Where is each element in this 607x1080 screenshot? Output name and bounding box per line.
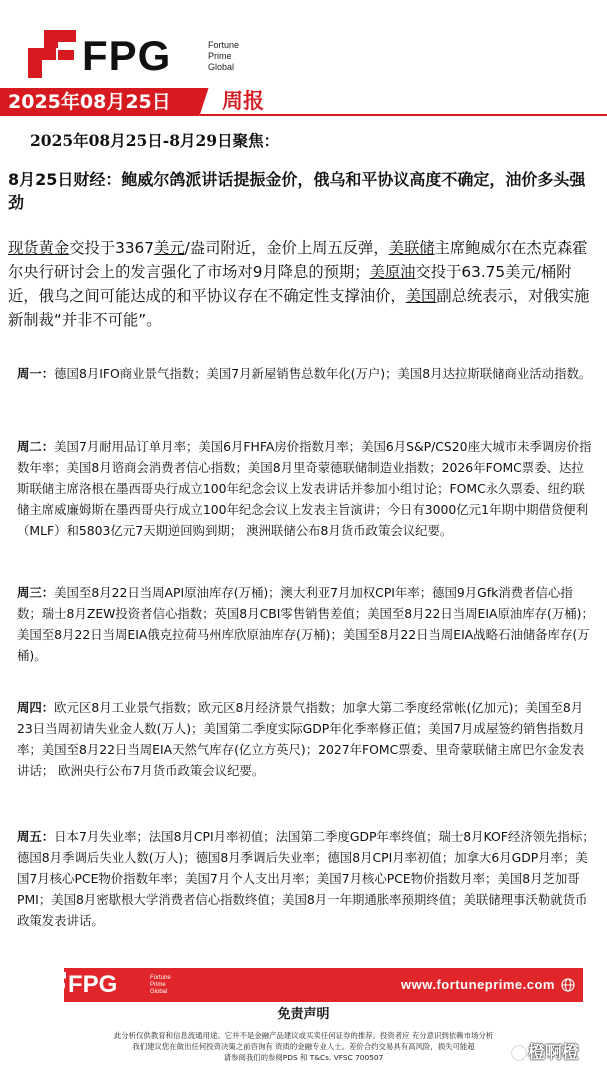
keyword-link[interactable]: 现货黄金	[8, 239, 70, 257]
website-link[interactable]: www.fortuneprime.com	[401, 977, 555, 992]
logo-subtitle: Fortune Prime Global	[208, 40, 240, 72]
paragraph-text: 副总统表示，对俄实施新制裁“并非不可能”。	[8, 287, 590, 329]
keyword-link[interactable]: 美国	[405, 287, 437, 305]
paragraph-text: /盎司附近，金价上周五反弹，	[184, 239, 389, 257]
watermark-icon	[512, 1046, 526, 1060]
report-type: 周报	[222, 89, 264, 113]
fpg-logo	[28, 30, 328, 80]
focus-title: 2025年08月25日-8月29日聚焦：	[30, 131, 280, 150]
day-tuesday: 周二：美国7月耐用品订单月率；美国6月FHFA房价指数月率；美国6月S&P/CS20座大城市未季调房价指数年率；美国8月谘商会消费者信心指数；美国8月里奇蒙德联储制造业指数；2026年FOMC票委、达拉斯联储主席洛根在墨西哥央行成立100年纪念会议上发表讲话并参加小组讨论；FOMC永久票委、纽约联储主席威廉姆斯在墨西哥央行成立100年纪念会议上发表主旨演讲；今日有3000亿元1年期中期借贷便利（MLF）和5803亿元7天期逆回购到期； 澳洲联储公布8月货币政策会议纪要。	[17, 439, 592, 538]
date-ribbon	[0, 88, 607, 116]
paragraph-text: 主席鲍威尔在杰克森霍尔央行研讨会上的发言强化了市场对9月降息的预期；	[8, 239, 588, 281]
keyword-link[interactable]: 美原油	[369, 263, 416, 281]
day-monday: 周一：德国8月IFO商业景气指数；美国7月新屋销售总数年化(万户)；美国8月达拉斯联储商业活动指数。	[17, 366, 592, 381]
disclaimer-line: 此分析仅供教育和信息流通用途。它并不是金融产品建议或买卖任何证券的推荐。投资者应 充分意识到依赖市场分析	[113, 1031, 494, 1040]
report-date: 2025年08月25日	[8, 91, 171, 113]
day-friday: 周五：日本7月失业率；法国8月CPI月率初值；法国第二季度GDP年率终值；瑞士8月KOF经济领先指标；德国8月季调后失业人数(万人)；德国8月季调后失业率；德国8月CPI月率初值；加拿大6月GDP月率；美国7月核心PCE物价指数年率；美国7月个人支出月率；美国7月核心PCE物价指数月率；美国8月芝加哥PMI；美国8月密歇根大学消费者信心指数终值；美国8月一年期通胀率预期终值；美联储理事沃勒就货币政策发表讲话。	[17, 829, 595, 928]
keyword-link[interactable]: 美联储	[388, 239, 435, 257]
disclaimer-line: 请参阅我们的参阅PDS 和 T&Cs. VFSC 700507	[223, 1053, 384, 1062]
fpg-logo-mark-icon	[28, 30, 76, 78]
keyword-link[interactable]: 美元	[154, 239, 185, 257]
footer-logo-mark-icon	[40, 972, 66, 998]
disclaimer-line: 我们建议您在做出任何投资决策之前咨询有 资质的金融专业人士。差价合约交易具有高风险，损失可能超	[132, 1042, 475, 1051]
paragraph-text: 交投于3367	[69, 239, 155, 257]
disclaimer-title: 免责声明	[277, 1007, 330, 1022]
day-wednesday: 周三：美国至8月22日当周API原油库存(万桶)；澳大利亚7月加权CPI年率；德国9月Gfk消费者信心指数；瑞士8月ZEW投资者信心指数；英国8月CBI零售销售差值；美国至8月22日当周EIA原油库存(万桶)；美国至8月22日当周EIA俄克拉荷马州库欣原油库存(万桶)；美国至8月22日当周EIA战略石油储备库存(万桶)。	[17, 585, 594, 663]
summary-paragraph	[8, 236, 602, 332]
logo-text: FPG	[82, 32, 172, 79]
globe-icon	[561, 978, 575, 992]
footer-banner	[24, 968, 583, 1002]
footer-logo-text: FPG	[68, 971, 118, 998]
day-thursday: 周四：欧元区8月工业景气指数；欧元区8月经济景气指数；加拿大第二季度经常帐(亿加元)；美国至8月23日当周初请失业金人数(万人)；美国第二季度实际GDP年化季率修正值；美国7月成屋签约销售指数月率；美国至8月22日当周EIA天然气库存(亿立方英尺)；2027年FOMC票委、里奇蒙联储主席巴尔金发表讲话； 欧洲央行公布7月货币政策会议纪要。	[17, 700, 585, 778]
headline: 8月25日财经：鲍威尔鸽派讲话提振金价，俄乌和平协议高度不确定，油价多头强劲	[8, 170, 586, 212]
footer-logo-subtitle: Fortune Prime Global	[150, 975, 171, 995]
paragraph-text: 交投于63.75美元/桶附近，俄乌之间可能达成的和平协议存在不确定性支撑油价，	[8, 263, 572, 305]
watermark: 橙啊橙	[512, 1038, 604, 1058]
